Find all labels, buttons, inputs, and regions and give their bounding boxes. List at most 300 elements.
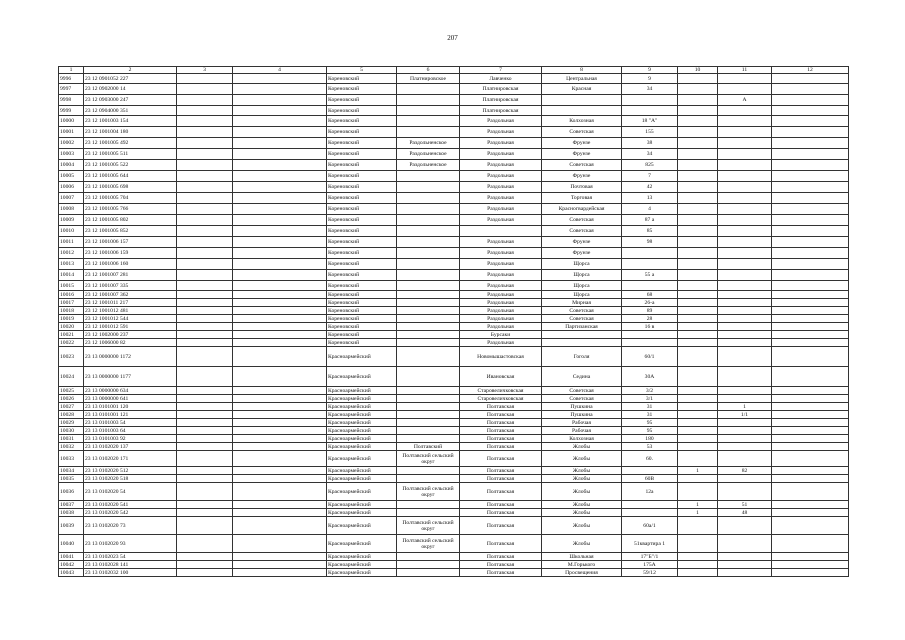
table-cell: Полтавская: [460, 419, 542, 427]
table-cell: 23 13 0102020 93: [84, 535, 177, 553]
table-cell: [233, 149, 327, 160]
table-cell: [397, 411, 460, 419]
table-cell: 10016: [59, 291, 84, 299]
table-cell: [397, 347, 460, 367]
table-cell: Красноармейский: [327, 501, 397, 509]
table-cell: [678, 248, 718, 259]
table-cell: [233, 339, 327, 347]
table-cell: 23 12 1001006 159: [84, 248, 177, 259]
table-cell: 10035: [59, 475, 84, 483]
table-cell: Красноармейский: [327, 509, 397, 517]
table-cell: 23 12 1001006 157: [84, 237, 177, 248]
table-cell: Красноармейский: [327, 517, 397, 535]
table-cell: [718, 315, 772, 323]
table-cell: Кореновский: [327, 193, 397, 204]
table-cell: [233, 193, 327, 204]
table-cell: Центральная: [542, 74, 622, 84]
table-cell: [233, 535, 327, 553]
table-cell: Кореновский: [327, 149, 397, 160]
table-cell: [233, 451, 327, 467]
table-cell: 155: [622, 127, 678, 138]
table-cell: 13: [622, 193, 678, 204]
table-cell: [177, 561, 233, 569]
table-cell: А: [718, 95, 772, 106]
table-cell: [678, 315, 718, 323]
table-cell: 60.: [622, 451, 678, 467]
table-cell: Полтавская: [460, 403, 542, 411]
table-cell: 23 12 1001007 281: [84, 270, 177, 281]
table-cell: Красноармейский: [327, 367, 397, 387]
table-cell: [772, 443, 849, 451]
header-cell: 3: [177, 67, 233, 74]
table-cell: [718, 149, 772, 160]
table-row: [59, 307, 849, 315]
table-cell: 10013: [59, 259, 84, 270]
table-cell: [397, 553, 460, 561]
table-cell: [233, 367, 327, 387]
table-cell: Раздольная: [460, 116, 542, 127]
table-cell: 10026: [59, 395, 84, 403]
table-cell: [177, 95, 233, 106]
table-cell: [678, 116, 718, 127]
table-cell: 31: [622, 403, 678, 411]
table-cell: [772, 237, 849, 248]
table-cell: [718, 160, 772, 171]
header-cell: 8: [542, 67, 622, 74]
table-cell: Полтавский сельский округ: [397, 517, 460, 535]
table-cell: [177, 427, 233, 435]
table-cell: [233, 553, 327, 561]
table-cell: 9996: [59, 74, 84, 84]
table-cell: [177, 270, 233, 281]
table-cell: Полтавский сельский округ: [397, 483, 460, 501]
table-cell: [177, 193, 233, 204]
header-cell: 4: [233, 67, 327, 74]
table-cell: Рабочая: [542, 427, 622, 435]
table-cell: [772, 367, 849, 387]
table-cell: Раздольненское: [397, 138, 460, 149]
table-cell: Раздольная: [460, 339, 542, 347]
table-cell: [397, 299, 460, 307]
table-cell: [718, 270, 772, 281]
table-cell: 7: [622, 171, 678, 182]
table-cell: [622, 339, 678, 347]
table-cell: [718, 84, 772, 95]
table-cell: 10010: [59, 226, 84, 237]
table-row: [59, 535, 849, 553]
table-row: [59, 160, 849, 171]
table-cell: 23 12 1001005 644: [84, 171, 177, 182]
table-cell: 23 12 0901052 227: [84, 74, 177, 84]
table-cell: Ивановская: [460, 367, 542, 387]
table-cell: [397, 193, 460, 204]
table-cell: Жлобы: [542, 443, 622, 451]
table-cell: [678, 226, 718, 237]
table-cell: [772, 138, 849, 149]
table-cell: Раздольная: [460, 127, 542, 138]
table-cell: Красноармейский: [327, 427, 397, 435]
table-cell: Раздольная: [460, 307, 542, 315]
table-cell: Раздольная: [460, 281, 542, 291]
table-row: [59, 106, 849, 116]
table-cell: [622, 331, 678, 339]
table-cell: 23 13 0101003 64: [84, 427, 177, 435]
table-cell: Раздольная: [460, 160, 542, 171]
table-cell: Раздольненское: [397, 160, 460, 171]
table-cell: [177, 451, 233, 467]
table-cell: 31: [622, 411, 678, 419]
table-cell: [177, 467, 233, 475]
table-cell: Щорса: [542, 291, 622, 299]
table-cell: [177, 331, 233, 339]
table-cell: [718, 74, 772, 84]
table-cell: 82: [718, 467, 772, 475]
table-cell: Почтовая: [542, 182, 622, 193]
table-cell: Колхозная: [542, 435, 622, 443]
table-cell: [233, 501, 327, 509]
table-cell: Жлобы: [542, 501, 622, 509]
table-row: [59, 237, 849, 248]
table-cell: [233, 443, 327, 451]
table-cell: [177, 323, 233, 331]
table-cell: [233, 84, 327, 95]
table-cell: [678, 182, 718, 193]
table-cell: [772, 116, 849, 127]
table-cell: 23 12 0902000 14: [84, 84, 177, 95]
table-cell: Кореновский: [327, 339, 397, 347]
table-cell: Красноармейский: [327, 483, 397, 501]
table-cell: [678, 367, 718, 387]
table-cell: [718, 517, 772, 535]
table-cell: [772, 475, 849, 483]
table-cell: [718, 443, 772, 451]
table-cell: [772, 323, 849, 331]
table-row: [59, 138, 849, 149]
header-cell: 6: [397, 67, 460, 74]
table-cell: 10027: [59, 403, 84, 411]
table-cell: [772, 215, 849, 226]
table-cell: Фрунзе: [542, 171, 622, 182]
table-cell: Раздольная: [460, 149, 542, 160]
table-cell: [233, 347, 327, 367]
table-cell: Полтавский сельский округ: [397, 451, 460, 467]
table-cell: 23 13 0000000 634: [84, 387, 177, 395]
table-cell: 60В: [622, 475, 678, 483]
table-cell: [460, 226, 542, 237]
table-cell: Кореновский: [327, 323, 397, 331]
table-cell: [718, 451, 772, 467]
header-cell: 1: [59, 67, 84, 74]
table-cell: 10038: [59, 509, 84, 517]
table-cell: [542, 95, 622, 106]
table-cell: Жлобы: [542, 467, 622, 475]
table-cell: [177, 215, 233, 226]
table-cell: Фрунзе: [542, 237, 622, 248]
table-cell: [177, 475, 233, 483]
table-cell: 95: [622, 419, 678, 427]
table-cell: [678, 553, 718, 561]
table-cell: 23 13 0102020 73: [84, 517, 177, 535]
table-cell: Красноармейский: [327, 395, 397, 403]
table-cell: 10009: [59, 215, 84, 226]
table-cell: [772, 315, 849, 323]
table-cell: Фрунзе: [542, 138, 622, 149]
table-cell: [177, 535, 233, 553]
table-cell: 10034: [59, 467, 84, 475]
table-row: [59, 204, 849, 215]
table-cell: [678, 331, 718, 339]
table-cell: 10025: [59, 387, 84, 395]
table-cell: Жлобы: [542, 475, 622, 483]
table-cell: Лавченко: [460, 74, 542, 84]
table-cell: [397, 387, 460, 395]
table-cell: 51квартира 1: [622, 535, 678, 553]
table-cell: [772, 106, 849, 116]
table-cell: [233, 561, 327, 569]
table-row: [59, 435, 849, 443]
table-cell: 10043: [59, 569, 84, 577]
table-cell: 34: [622, 149, 678, 160]
table-cell: 9997: [59, 84, 84, 95]
table-cell: 23 13 0000000 1177: [84, 367, 177, 387]
table-cell: [177, 483, 233, 501]
table-cell: Советская: [542, 395, 622, 403]
table-row: [59, 291, 849, 299]
table-row: [59, 248, 849, 259]
table-cell: [772, 270, 849, 281]
table-cell: [397, 270, 460, 281]
table-cell: 10011: [59, 237, 84, 248]
table-cell: [233, 315, 327, 323]
table-cell: [177, 116, 233, 127]
table-cell: Кореновский: [327, 291, 397, 299]
table-cell: 10001: [59, 127, 84, 138]
table-cell: 23 12 1001005 511: [84, 149, 177, 160]
table-cell: [233, 281, 327, 291]
table-cell: [718, 323, 772, 331]
table-cell: 89: [622, 307, 678, 315]
table-cell: Раздольная: [460, 291, 542, 299]
table-cell: [233, 483, 327, 501]
table-row: [59, 193, 849, 204]
table-cell: 17"Б"/1: [622, 553, 678, 561]
table-cell: Щорса: [542, 270, 622, 281]
table-cell: Кореновский: [327, 331, 397, 339]
table-cell: [678, 193, 718, 204]
table-cell: [718, 259, 772, 270]
table-cell: [233, 204, 327, 215]
table-cell: 23 13 0102020 171: [84, 451, 177, 467]
table-row: [59, 74, 849, 84]
table-cell: [718, 204, 772, 215]
table-cell: Полтавская: [460, 451, 542, 467]
table-cell: [718, 299, 772, 307]
table-cell: [718, 347, 772, 367]
table-cell: [397, 419, 460, 427]
table-cell: [678, 483, 718, 501]
table-cell: [678, 215, 718, 226]
table-cell: [678, 270, 718, 281]
table-cell: [233, 116, 327, 127]
table-row: [59, 215, 849, 226]
table-cell: [772, 160, 849, 171]
table-row: [59, 561, 849, 569]
table-row: [59, 501, 849, 509]
table-cell: [678, 323, 718, 331]
table-cell: 10020: [59, 323, 84, 331]
table-cell: 10033: [59, 451, 84, 467]
table-cell: 23 12 1001007 335: [84, 281, 177, 291]
table-cell: 60а/1: [622, 517, 678, 535]
table-cell: Жлобы: [542, 451, 622, 467]
table-cell: Полтавская: [460, 467, 542, 475]
table-cell: Жлобы: [542, 509, 622, 517]
table-cell: [772, 226, 849, 237]
table-cell: Раздольная: [460, 171, 542, 182]
table-cell: 23 13 0102023 54: [84, 553, 177, 561]
table-cell: Красноармейский: [327, 347, 397, 367]
table-cell: [772, 569, 849, 577]
table-cell: 23 13 0102020 541: [84, 501, 177, 509]
table-cell: [397, 395, 460, 403]
table-cell: [718, 237, 772, 248]
table-cell: [177, 553, 233, 561]
table-cell: [718, 427, 772, 435]
table-row: [59, 270, 849, 281]
table-cell: [177, 171, 233, 182]
table-cell: 23 12 1001005 766: [84, 204, 177, 215]
table-cell: 10015: [59, 281, 84, 291]
table-cell: [177, 395, 233, 403]
header-row: [59, 67, 849, 74]
table-cell: 23 12 1006000 82: [84, 339, 177, 347]
table-cell: Кореновский: [327, 127, 397, 138]
table-cell: [622, 248, 678, 259]
table-cell: [772, 347, 849, 367]
table-cell: Кореновский: [327, 215, 397, 226]
table-cell: [678, 74, 718, 84]
table-cell: [542, 339, 622, 347]
table-cell: Советская: [542, 215, 622, 226]
table-cell: [397, 509, 460, 517]
table-cell: [772, 248, 849, 259]
table-cell: [233, 323, 327, 331]
table-cell: [233, 403, 327, 411]
table-cell: [678, 106, 718, 116]
table-cell: [772, 299, 849, 307]
table-cell: [397, 248, 460, 259]
table-cell: Красноармейский: [327, 553, 397, 561]
table-cell: Полтавская: [460, 535, 542, 553]
table-cell: Платнировское: [397, 74, 460, 84]
table-cell: [772, 193, 849, 204]
table-cell: [397, 501, 460, 509]
table-cell: 10032: [59, 443, 84, 451]
table-cell: Мирная: [542, 299, 622, 307]
table-cell: 23 13 0102020 512: [84, 467, 177, 475]
table-cell: [177, 403, 233, 411]
table-cell: [233, 509, 327, 517]
table-cell: [233, 138, 327, 149]
table-cell: 23 13 0101001 121: [84, 411, 177, 419]
table-cell: 23 13 0102028 141: [84, 561, 177, 569]
table-cell: Гоголя: [542, 347, 622, 367]
header-cell: 10: [678, 67, 718, 74]
table-cell: Кореновский: [327, 160, 397, 171]
table-cell: Советская: [542, 315, 622, 323]
table-row: [59, 451, 849, 467]
table-cell: 10017: [59, 299, 84, 307]
table-row: [59, 95, 849, 106]
table-cell: [772, 127, 849, 138]
table-cell: [718, 138, 772, 149]
table-row: [59, 427, 849, 435]
table-cell: 10004: [59, 160, 84, 171]
table-cell: [678, 435, 718, 443]
table-cell: Старовеличковская: [460, 387, 542, 395]
table-cell: [622, 106, 678, 116]
table-cell: 1: [678, 501, 718, 509]
table-cell: 23 12 1001012 544: [84, 315, 177, 323]
table-cell: 10042: [59, 561, 84, 569]
table-cell: [678, 95, 718, 106]
table-cell: Седина: [542, 367, 622, 387]
table-cell: 16 в: [622, 323, 678, 331]
table-cell: [772, 411, 849, 419]
table-cell: [233, 182, 327, 193]
table-cell: Полтавская: [460, 435, 542, 443]
table-cell: 10041: [59, 553, 84, 561]
table-cell: [397, 127, 460, 138]
table-cell: Красногвардейская: [542, 204, 622, 215]
table-row: [59, 553, 849, 561]
table-cell: [397, 182, 460, 193]
table-cell: Кореновский: [327, 138, 397, 149]
table-cell: [772, 291, 849, 299]
table-cell: [678, 259, 718, 270]
table-row: [59, 299, 849, 307]
table-cell: Кореновский: [327, 281, 397, 291]
table-cell: [678, 475, 718, 483]
table-cell: [772, 74, 849, 84]
table-cell: Красноармейский: [327, 475, 397, 483]
table-cell: [772, 419, 849, 427]
table-cell: Красноармейский: [327, 569, 397, 577]
table-cell: [233, 299, 327, 307]
table-cell: [397, 339, 460, 347]
table-cell: [772, 483, 849, 501]
table-cell: [397, 95, 460, 106]
table-cell: [177, 248, 233, 259]
table-cell: [718, 435, 772, 443]
table-cell: Щорса: [542, 281, 622, 291]
table-cell: [678, 171, 718, 182]
table-cell: 55 а: [622, 270, 678, 281]
table-cell: [718, 248, 772, 259]
table-cell: [678, 419, 718, 427]
table-cell: Раздольная: [460, 270, 542, 281]
table-row: [59, 331, 849, 339]
table-cell: 23 13 0102020 54: [84, 483, 177, 501]
table-cell: 10002: [59, 138, 84, 149]
table-cell: 4: [622, 204, 678, 215]
table-cell: [233, 270, 327, 281]
table-cell: [718, 281, 772, 291]
table-cell: [397, 116, 460, 127]
table-row: [59, 517, 849, 535]
table-cell: Полтавская: [460, 483, 542, 501]
table-cell: Кореновский: [327, 307, 397, 315]
